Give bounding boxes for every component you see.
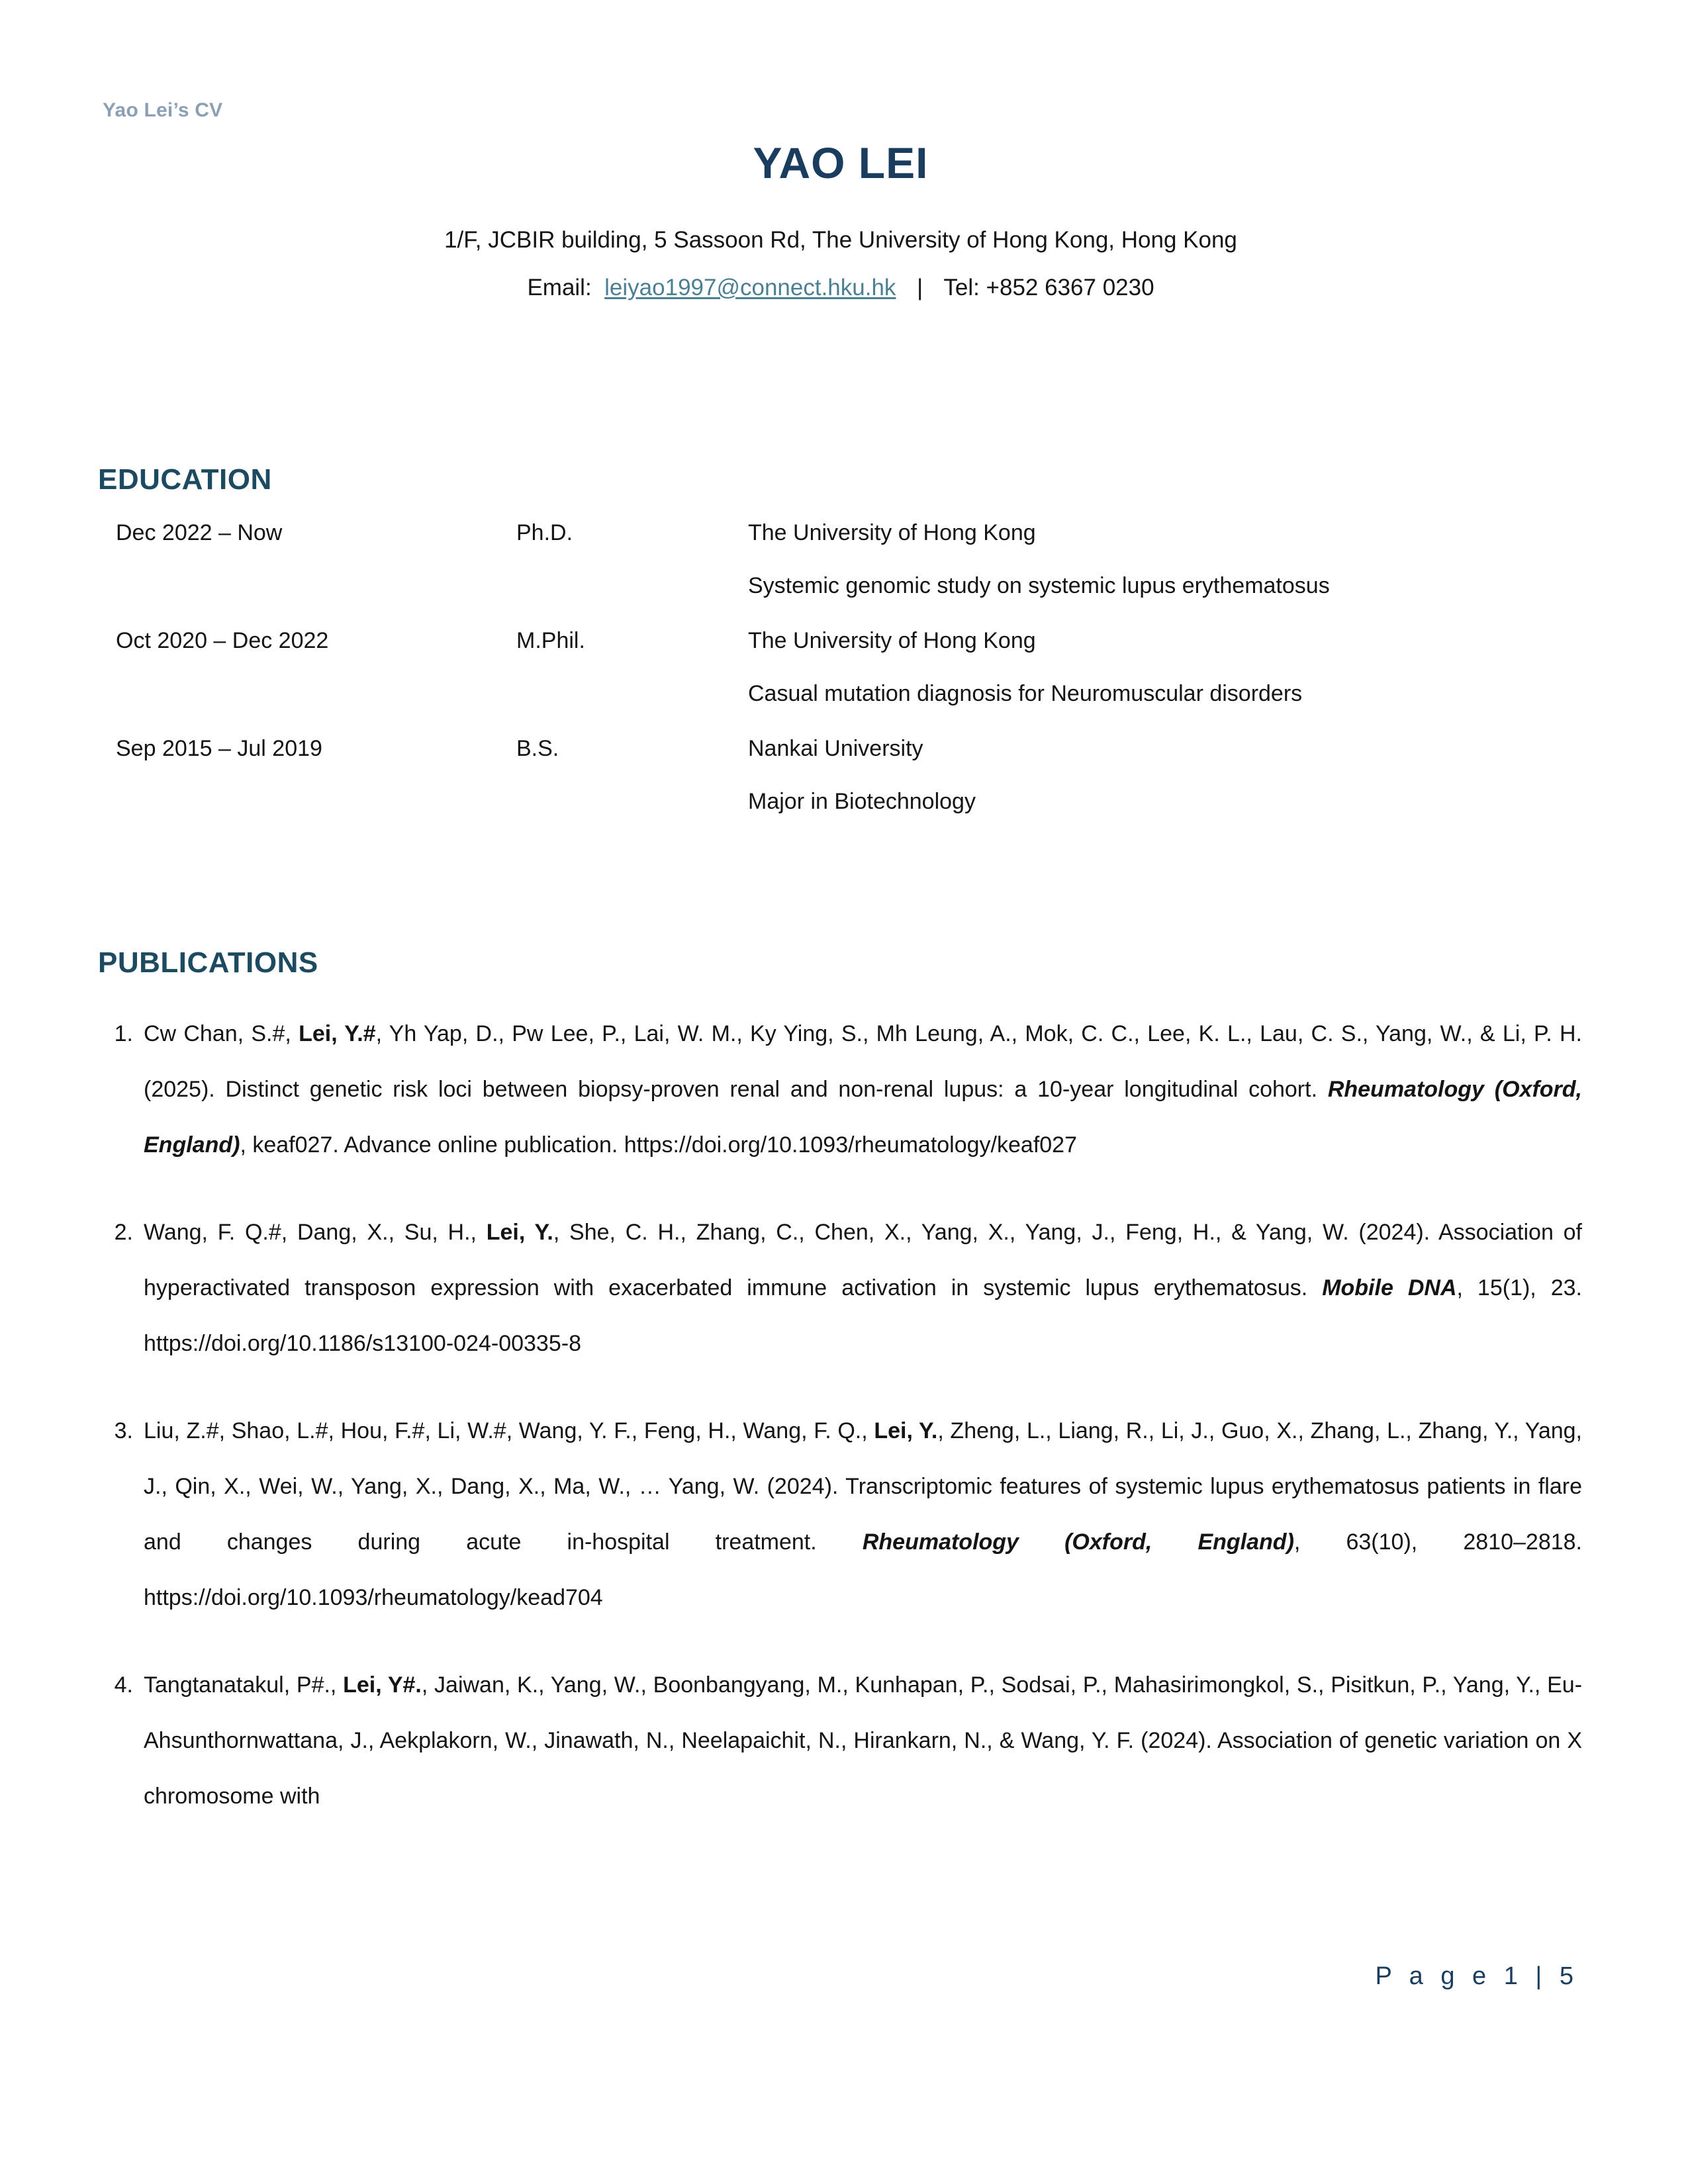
publication-citation: Tangtanatakul, P#., Lei, Y#., Jaiwan, K., Yang, W., Boonbangyang, M., Kunhapan, P., Sodsai, P., Mahasirimongkol, S., Pisitkun, P., Yang, Y., Eu-Ahsunthornwattana, J., Aekplakorn, W., Jinawath, N., Neelapaichit, N., Hirankarn, N., & Wang, Y. F. (2024). Association of genetic variation on X chromosome with: [144, 1672, 1583, 1809]
education-degree: M.Phil.: [516, 628, 585, 653]
education-institution: Nankai University: [748, 736, 923, 761]
publication-citation: Cw Chan, S.#, Lei, Y.#, Yh Yap, D., Pw Lee, P., Lai, W. M., Ky Ying, S., Mh Leung, A., Mok, C. C., Lee, K. L., Lau, C. S., Yang, W., & Li, P. H. (2025). Distinct genetic risk loci between biopsy-proven renal and non-renal lupus: a 10-year longitudinal cohort. Rheumatology (Oxford, England), keaf027. Advance online publication. https://doi.org/10.1093/rheumatology/keaf027: [144, 1021, 1583, 1158]
education-description: Major in Biotechnology: [748, 789, 976, 814]
contact-separator: |: [917, 274, 923, 300]
education-description: Systemic genomic study on systemic lupus erythematosus: [748, 573, 1330, 598]
education-dates: Sep 2015 – Jul 2019: [116, 736, 322, 761]
email-label: Email:: [527, 274, 592, 300]
education-entry: [116, 520, 1579, 626]
page-title: YAO LEI: [753, 138, 929, 187]
education-entry: [116, 736, 1579, 842]
publication-number: 1.: [114, 1021, 133, 1046]
education-entry-desc: [116, 789, 1579, 842]
page-number-footer: P a g e 1 | 5: [1375, 1962, 1579, 1990]
education-entry-desc: [116, 573, 1579, 626]
education-dates: Dec 2022 – Now: [116, 520, 283, 545]
publication-item: [103, 1006, 1582, 1173]
publication-item: [103, 1403, 1582, 1625]
education-entry-main: [116, 736, 1579, 789]
publication-citation: Liu, Z.#, Shao, L.#, Hou, F.#, Li, W.#, Wang, Y. F., Feng, H., Wang, F. Q., Lei, Y., Zheng, L., Liang, R., Li, J., Guo, X., Zhang, L., Zhang, Y., Yang, J., Qin, X., Wei, W., Yang, X., Dang, X., Ma, W., … Yang, W. (2024). Transcriptomic features of systemic lupus erythematosus patients in flare and changes during acute in-hospital treatment. Rheumatology (Oxford, England), 63(10), 2810–2818. https://doi.org/10.1093/rheumatology/kead704: [144, 1418, 1583, 1610]
contact-line: [103, 272, 1579, 303]
title-block: [103, 140, 1579, 303]
education-entry-main: [116, 628, 1579, 681]
education-institution: The University of Hong Kong: [748, 628, 1036, 653]
publication-number: 2.: [114, 1220, 133, 1245]
telephone-text: Tel: +852 6367 0230: [943, 274, 1154, 300]
email-link[interactable]: leiyao1997@connect.hku.hk: [604, 274, 896, 300]
section-heading-publications: PUBLICATIONS: [98, 946, 318, 979]
education-entry: [116, 628, 1579, 734]
education-institution: The University of Hong Kong: [748, 520, 1036, 545]
publications-list: [103, 1006, 1582, 1856]
education-entry-main: [116, 520, 1579, 573]
publication-number: 4.: [114, 1672, 133, 1698]
publication-number: 3.: [114, 1418, 133, 1443]
publication-citation: Wang, F. Q.#, Dang, X., Su, H., Lei, Y., She, C. H., Zhang, C., Chen, X., Yang, X., Yang, J., Feng, H., & Yang, W. (2024). Association of hyperactivated transposon expression with exacerbated immune activation in systemic lupus erythematosus. Mobile DNA, 15(1), 23. https://doi.org/10.1186/s13100-024-00335-8: [144, 1220, 1582, 1356]
education-list: [116, 520, 1579, 844]
address-line: 1/F, JCBIR building, 5 Sassoon Rd, The University of Hong Kong, Hong Kong: [444, 227, 1237, 253]
education-degree: B.S.: [516, 736, 559, 761]
publication-item: [103, 1205, 1582, 1371]
education-dates: Oct 2020 – Dec 2022: [116, 628, 329, 653]
education-entry-desc: [116, 681, 1579, 734]
running-header-title: Yao Lei’s CV: [103, 99, 223, 121]
education-degree: Ph.D.: [516, 520, 573, 545]
section-heading-education: EDUCATION: [98, 463, 272, 496]
education-description: Casual mutation diagnosis for Neuromuscular disorders: [748, 681, 1303, 706]
publication-item: [103, 1657, 1582, 1824]
